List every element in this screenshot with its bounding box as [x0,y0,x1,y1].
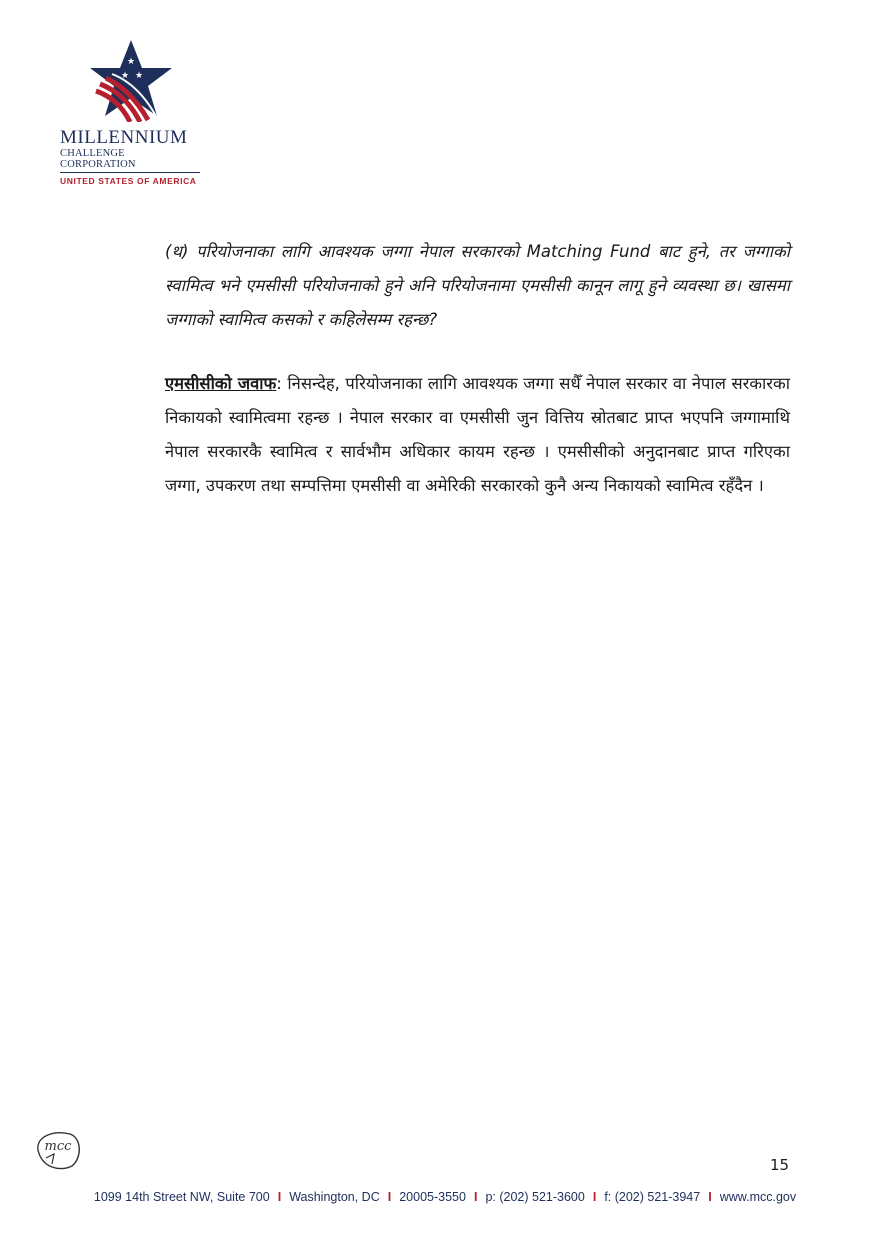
star-stripes-logo-icon [86,38,176,122]
handwritten-initials [32,1128,84,1172]
footer-phone: p: (202) 521-3600 [485,1190,585,1204]
answer-separator: : [276,374,282,393]
footer-city: Washington, DC [289,1190,380,1204]
footer-address: 1099 14th Street NW, Suite 700 [93,1190,270,1204]
answer-text: निसन्देह, परियोजनाका लागि आवश्यक जग्गा सधैँ नेपाल सरकार वा नेपाल सरकारका निकायको स्वामित्वमा रहन्छ । नेपाल सरकार वा एमसीसी जुन वित्तिय स्रोतबाट प्राप्त भएपनि जग्गामाथि नेपाल सरकारकै स्वामित्व र सार्वभौम अधिकार कायम रहन्छ । एमसीसीको अनुदानबाट प्राप्त गरिएका जग्गा, उपकरण तथा सम्पत्तिमा एमसीसी वा अमेरिकी सरकारको कुनै अन्य निकायको स्वामित्व रहँदैन । [165,374,790,495]
footer-separator: I [473,1190,478,1204]
svg-text:★: ★ [126,57,136,67]
answer-label: एमसीसीको जवाफ [165,374,277,393]
footer-separator: I [277,1190,282,1204]
org-country: UNITED STATES OF AMERICA [60,176,197,186]
svg-text:★: ★ [134,71,144,81]
org-name: MILLENNIUM [60,127,188,148]
footer-separator: I [592,1190,597,1204]
page-number: 15 [770,1156,790,1174]
footer-separator: I [387,1190,392,1204]
svg-text:mcc: mcc [44,1139,72,1154]
answer-paragraph [165,367,790,503]
letterhead-logo [60,38,210,186]
footer-fax: f: (202) 521-3947 [604,1190,701,1204]
svg-text:★: ★ [120,71,130,81]
footer-address-bar [0,1190,890,1204]
footer-website-link[interactable]: www.mcc.gov [719,1190,797,1204]
document-body [165,235,790,503]
footer-zip: 20005-3550 [399,1190,466,1204]
footer-separator: I [708,1190,712,1204]
org-subtitle: CHALLENGE CORPORATION [60,148,200,173]
question-paragraph: (थ) परियोजनाका लागि आवश्यक जग्गा नेपाल सरकारको Matching Fund बाट हुने, तर जग्गाको स्वामित्व भने एमसीसी परियोजनाको हुने अनि परियोजनामा एमसीसी कानून लागू हुने व्यवस्था छ। खासमा जग्गाको स्वामित्व कसको र कहिलेसम्म रहन्छ? [165,242,790,329]
